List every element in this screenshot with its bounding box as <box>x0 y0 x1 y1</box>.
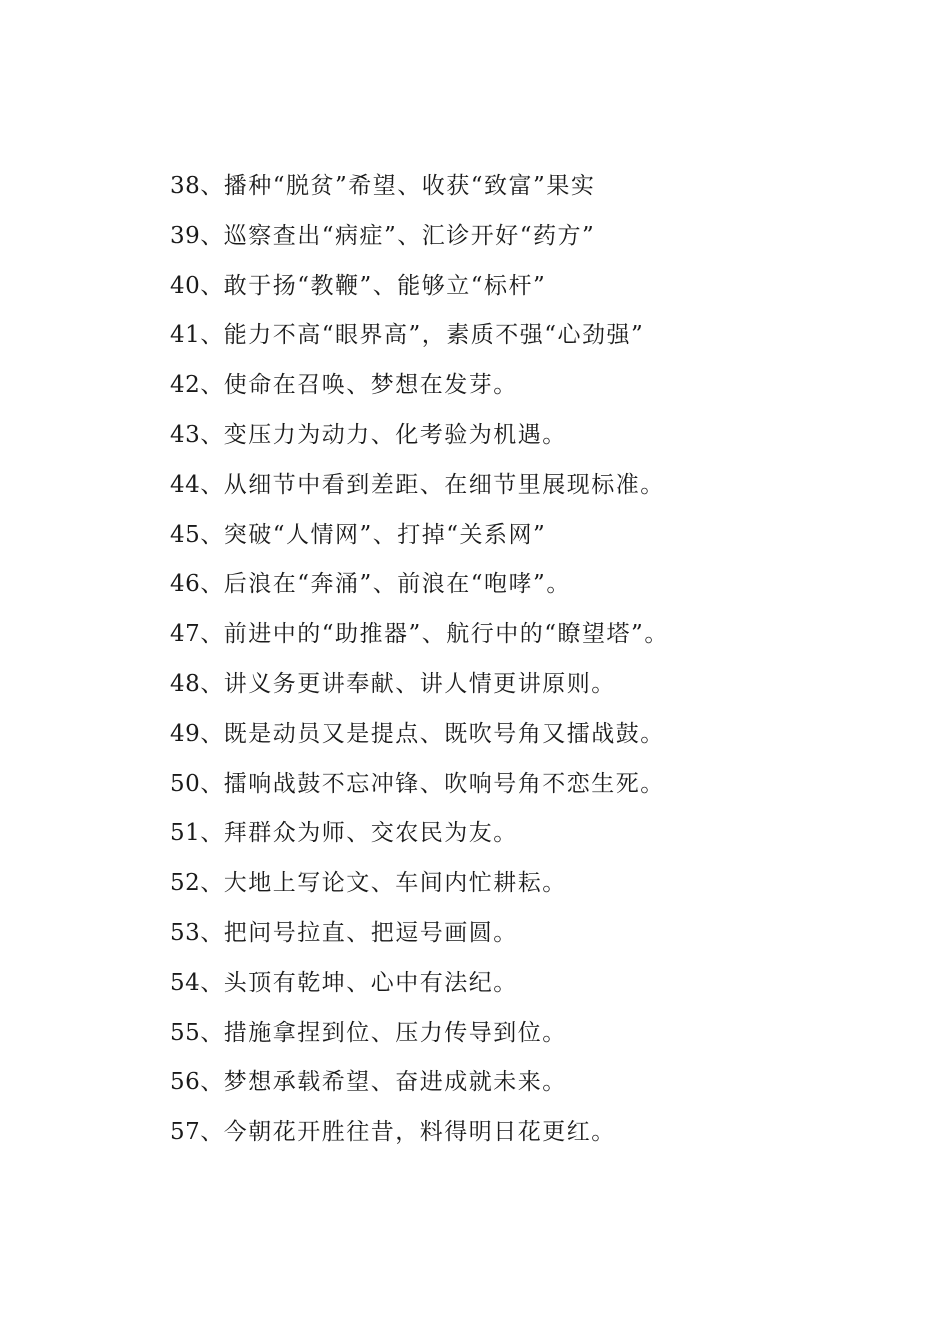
item-text: 讲义务更讲奉献、讲人情更讲原则。 <box>223 670 616 697</box>
item-text: 能力不高“眼界高”，素质不强“心劲强” <box>223 322 645 349</box>
item-text: 大地上写论文、车间内忙耕耘。 <box>223 870 567 897</box>
item-text: 措施拿捏到位、压力传导到位。 <box>223 1019 567 1046</box>
list-item <box>170 212 890 262</box>
item-text: 播种“脱贫”希望、收获“致富”果实 <box>223 173 596 199</box>
item-number: 53、 <box>170 919 224 946</box>
list-item <box>170 610 890 660</box>
item-text: 今朝花开胜往昔，料得明日花更红。 <box>223 1119 616 1146</box>
list-item <box>170 959 890 1009</box>
item-number: 48、 <box>170 670 224 697</box>
item-number: 57、 <box>170 1119 224 1146</box>
item-number: 39、 <box>170 222 224 249</box>
list-item <box>170 859 890 909</box>
item-text: 拜群众为师、交农民为友。 <box>223 820 518 847</box>
list-item <box>170 1108 890 1158</box>
item-text: 突破“人情网”、打掉“关系网” <box>223 521 547 548</box>
list-item <box>170 660 890 710</box>
list-item <box>170 461 890 511</box>
item-number: 56、 <box>170 1069 224 1096</box>
item-text: 使命在召唤、梦想在发芽。 <box>223 372 518 399</box>
item-number: 54、 <box>170 969 224 996</box>
item-text: 变压力为动力、化考验为机遇。 <box>223 421 567 448</box>
item-number: 38、 <box>170 173 224 199</box>
item-text: 梦想承载希望、奋进成就未来。 <box>223 1069 567 1096</box>
item-text: 擂响战鼓不忘冲锋、吹响号角不恋生死。 <box>223 770 665 797</box>
item-number: 43、 <box>170 421 224 448</box>
item-number: 41、 <box>170 322 224 349</box>
item-text: 前进中的“助推器”、航行中的“瞭望塔”。 <box>223 621 669 648</box>
item-text: 从细节中看到差距、在细节里展现标准。 <box>223 471 665 498</box>
item-number: 49、 <box>170 720 224 747</box>
item-number: 40、 <box>170 272 224 299</box>
item-number: 45、 <box>170 521 224 548</box>
list-item <box>170 1009 890 1059</box>
item-text: 既是动员又是提点、既吹号角又擂战鼓。 <box>223 720 665 747</box>
item-number: 50、 <box>170 770 224 797</box>
item-text: 敢于扬“教鞭”、能够立“标杆” <box>223 272 547 299</box>
list-item <box>170 311 890 361</box>
list-item <box>170 411 890 461</box>
item-number: 42、 <box>170 372 224 399</box>
slogan-list <box>170 162 890 1158</box>
list-item <box>170 511 890 561</box>
list-item <box>170 162 890 212</box>
list-item <box>170 909 890 959</box>
item-number: 46、 <box>170 571 224 598</box>
item-text: 把问号拉直、把逗号画圆。 <box>223 919 518 946</box>
item-text: 后浪在“奔涌”、前浪在“咆哮”。 <box>223 571 571 598</box>
list-item <box>170 809 890 859</box>
item-number: 44、 <box>170 471 224 498</box>
list-item <box>170 1058 890 1108</box>
list-item <box>170 262 890 312</box>
list-item <box>170 560 890 610</box>
item-number: 51、 <box>170 820 224 847</box>
list-item <box>170 361 890 411</box>
item-number: 47、 <box>170 621 224 648</box>
item-text: 巡察查出“病症”、汇诊开好“药方” <box>223 222 596 249</box>
item-text: 头顶有乾坤、心中有法纪。 <box>223 969 518 996</box>
list-item <box>170 760 890 810</box>
item-number: 55、 <box>170 1019 224 1046</box>
list-item <box>170 710 890 760</box>
item-number: 52、 <box>170 870 224 897</box>
